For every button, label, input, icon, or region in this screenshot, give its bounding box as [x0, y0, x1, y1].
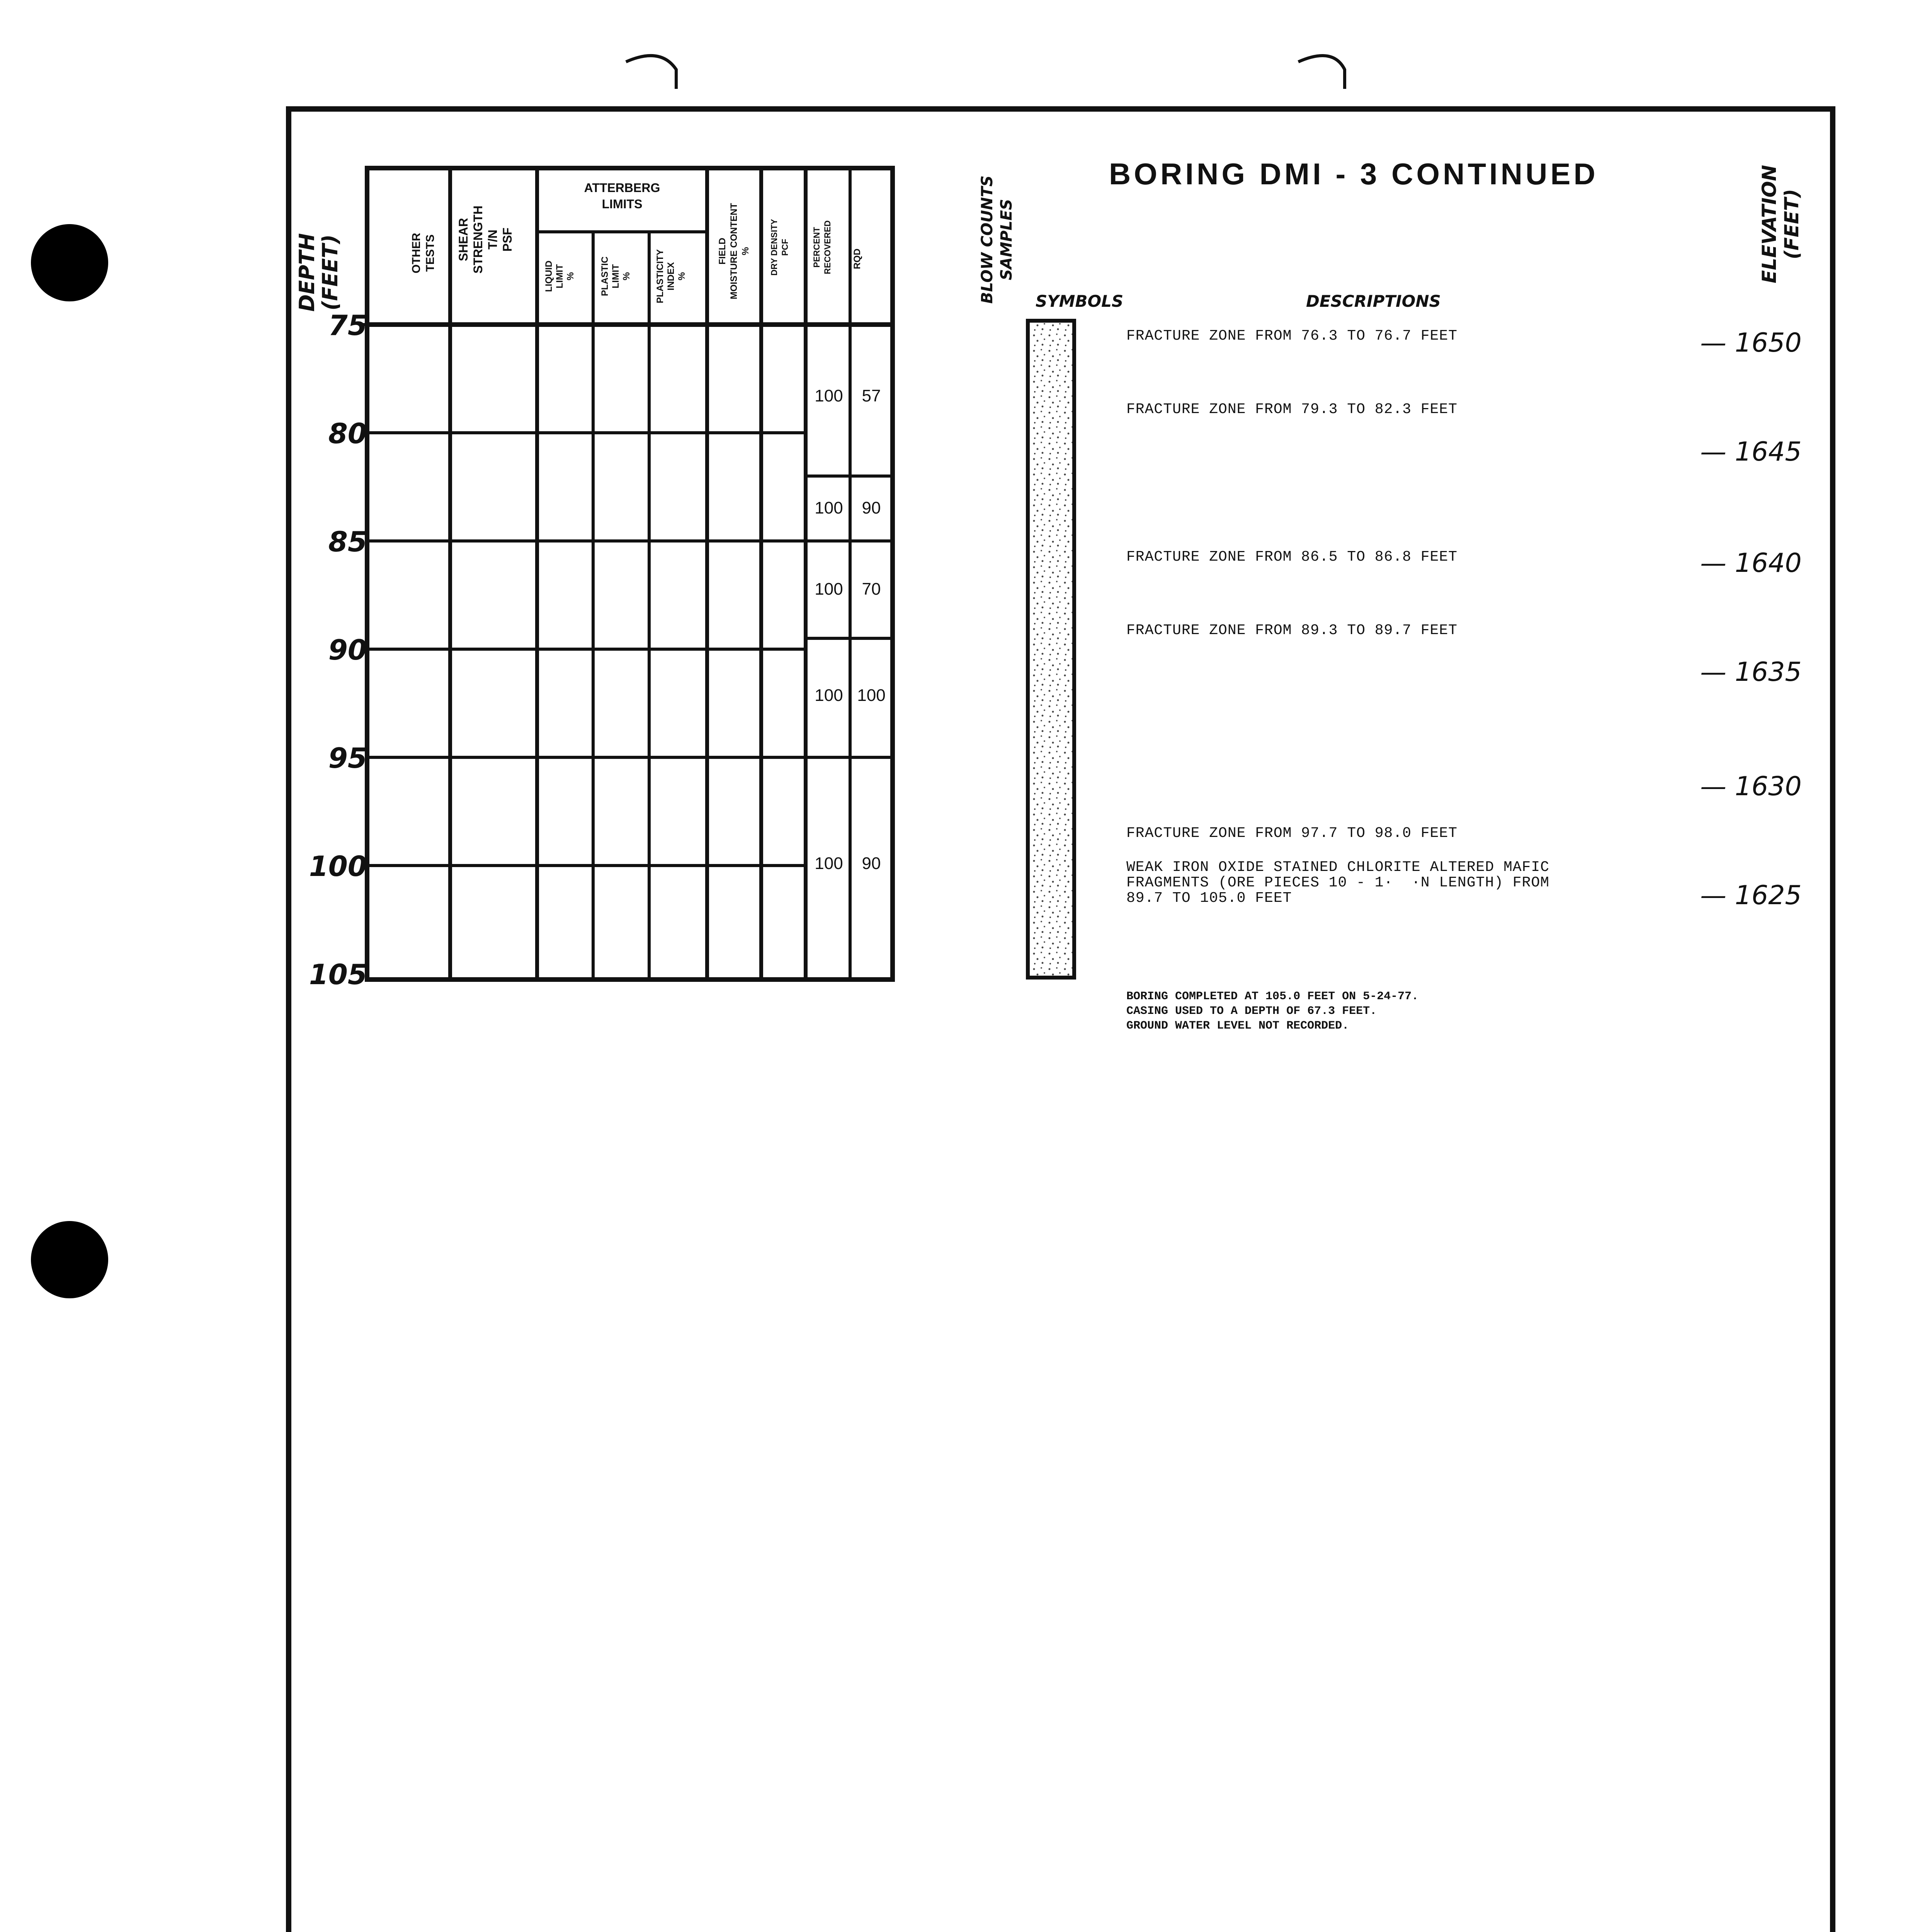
rqd-value: 90	[862, 498, 881, 517]
description-entry: FRACTURE ZONE FROM 97.7 TO 98.0 FEET	[1126, 825, 1458, 842]
punch-hole-middle	[31, 1221, 108, 1298]
liquid-limit-header: LIQUID LIMIT %	[544, 260, 576, 292]
depth-tick: 100	[309, 850, 367, 883]
elevation-tick: — 1635	[1700, 657, 1802, 687]
descriptions-label: DESCRIPTIONS	[1306, 292, 1441, 311]
description-entry: WEAK IRON OXIDE STAINED CHLORITE ALTERED MAFIC FRAGMENTS (ORE PIECES 10 - 1· ·N LENGTH) FROM 89.7 TO 105.0 FEET	[1126, 859, 1549, 906]
elevation-tick: — 1630	[1700, 771, 1802, 802]
rqd-header: RQD	[852, 248, 862, 269]
depth-tick: 90	[328, 634, 367, 666]
other-tests-header: OTHER TESTS	[410, 233, 437, 274]
percent-recovered-value: 100	[815, 854, 843, 873]
depth-tick: 105	[309, 958, 367, 991]
plastic-limit-header: PLASTIC LIMIT %	[600, 256, 632, 296]
description-entry: FRACTURE ZONE FROM 79.3 TO 82.3 FEET	[1126, 401, 1458, 418]
plasticity-index-header: PLASTICITY INDEX %	[655, 249, 687, 304]
description-entry: FRACTURE ZONE FROM 86.5 TO 86.8 FEET	[1126, 549, 1458, 565]
depth-tick: 80	[328, 417, 367, 450]
completion-notes: BORING COMPLETED AT 105.0 FEET ON 5-24-77. CASING USED TO A DEPTH OF 67.3 FEET. GROUND WATER LEVEL NOT RECORDED.	[1126, 990, 1419, 1032]
percent-recovered-value: 100	[815, 580, 843, 599]
field-moisture-header: FIELD MOISTURE CONTENT %	[717, 203, 751, 299]
shear-strength-header: SHEAR STRENGTH T/N PSF	[456, 206, 514, 274]
depth-tick: 85	[328, 526, 367, 558]
percent-recovered-value: 100	[815, 386, 843, 405]
percent-recovered-header: PERCENT RECOVERED	[812, 220, 832, 274]
elevation-axis-label: ELEVATION (FEET)	[1758, 165, 1803, 284]
rqd-value: 100	[857, 686, 886, 705]
rqd-value: 90	[862, 854, 881, 873]
depth-axis-label: DEPTH (FEET)	[295, 233, 342, 312]
elevation-tick: — 1640	[1700, 548, 1802, 578]
elevation-tick: — 1650	[1700, 328, 1802, 358]
boring-title: BORING DMI - 3 CONTINUED	[1109, 157, 1599, 191]
rock-symbol-column	[1016, 317, 1086, 981]
depth-tick: 75	[328, 309, 367, 342]
elevation-tick: — 1625	[1700, 880, 1802, 911]
rqd-value: 70	[862, 580, 881, 599]
dry-density-header: DRY DENSITY PCF	[769, 219, 790, 276]
blow-counts-samples-label: BLOW COUNTS SAMPLES	[978, 175, 1015, 304]
depth-tick: 95	[328, 742, 367, 774]
percent-recovered-value: 100	[815, 498, 843, 517]
atterberg-limits-header: ATTERBERG LIMITS	[584, 181, 660, 211]
description-entry: FRACTURE ZONE FROM 89.3 TO 89.7 FEET	[1126, 622, 1458, 639]
rqd-value: 57	[862, 386, 881, 405]
symbols-label: SYMBOLS	[1036, 292, 1124, 311]
percent-recovered-value: 100	[815, 686, 843, 705]
description-entry: FRACTURE ZONE FROM 76.3 TO 76.7 FEET	[1126, 328, 1458, 344]
elevation-tick: — 1645	[1700, 437, 1802, 467]
